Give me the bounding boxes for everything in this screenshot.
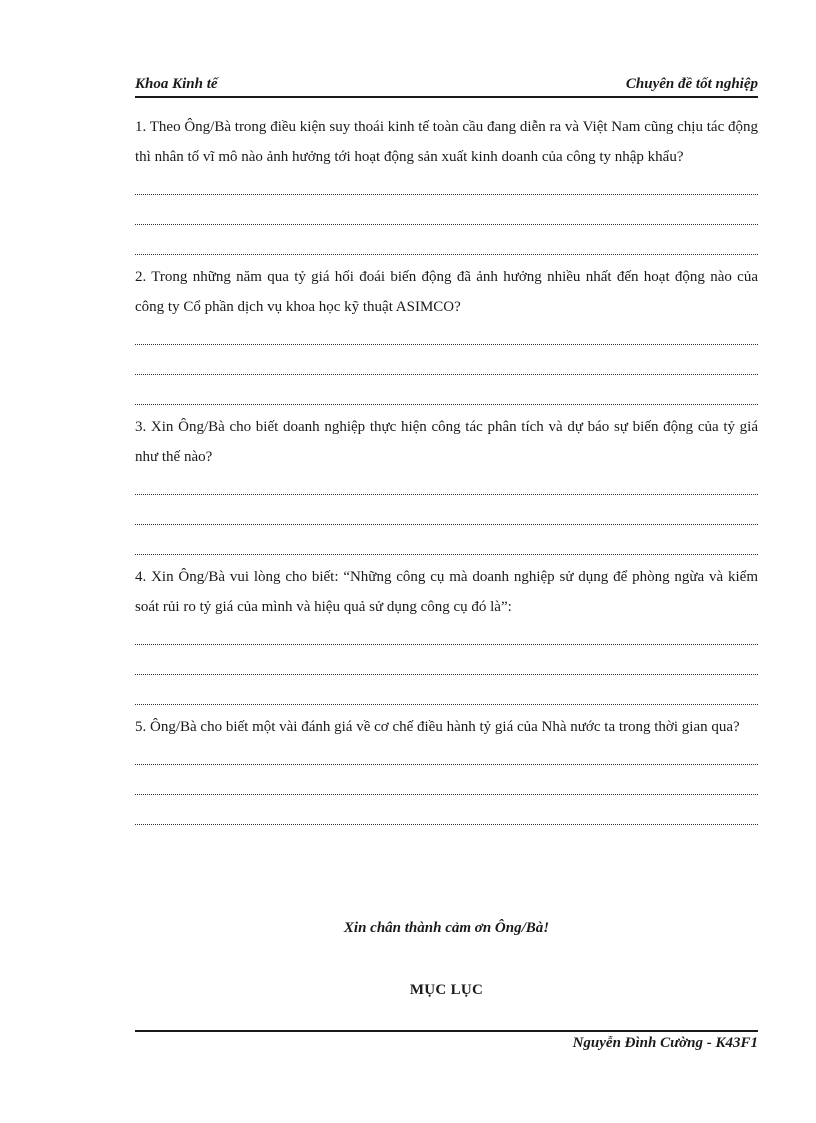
questionnaire [135,112,758,832]
answer-line[interactable] [135,352,758,382]
closing-thanks: Xin chân thành cảm ơn Ông/Bà! [343,920,550,936]
answer-line[interactable] [135,502,758,532]
question-text: 2. Trong những năm qua tỷ giá hối đoái biến động đã ảnh hưởng nhiều nhất đến hoạt động nào của công ty Cổ phần dịch vụ khoa học kỹ thuật ASIMCO? [135,269,758,315]
answer-line[interactable] [135,772,758,802]
toc-title: MỤC LỤC [409,982,484,998]
question-3 [135,412,758,562]
answer-line[interactable] [135,202,758,232]
question-2 [135,262,758,412]
question-text: 3. Xin Ông/Bà cho biết doanh nghiệp thực hiện công tác phân tích và dự báo sự biến động của tỷ giá như thế nào? [135,419,758,465]
answer-line[interactable] [135,622,758,652]
answer-line[interactable] [135,802,758,832]
answer-line[interactable] [135,532,758,562]
answer-line[interactable] [135,322,758,352]
answer-line[interactable] [135,232,758,262]
question-5 [135,712,758,832]
answer-line[interactable] [135,172,758,202]
question-1 [135,112,758,262]
answer-line[interactable] [135,472,758,502]
answer-line[interactable] [135,682,758,712]
header-faculty: Khoa Kinh tế [135,76,218,92]
page-footer-author: Nguyễn Đình Cường - K43F1 [135,1030,758,1052]
answer-line[interactable] [135,382,758,412]
question-text: 1. Theo Ông/Bà trong điều kiện suy thoái kinh tế toàn cầu đang diễn ra và Việt Nam cũng chịu tác động thì nhân tố vĩ mô nào ảnh hưởng tới hoạt động sản xuất kinh doanh của công ty nhập khẩu? [135,119,758,165]
header-doc-type: Chuyên đề tốt nghiệp [625,76,758,92]
question-4 [135,562,758,712]
answer-line[interactable] [135,742,758,772]
question-text: 5. Ông/Bà cho biết một vài đánh giá về cơ chế điều hành tỷ giá của Nhà nước ta trong thời gian qua? [135,719,740,735]
answer-line[interactable] [135,652,758,682]
question-text: 4. Xin Ông/Bà vui lòng cho biết: “Những công cụ mà doanh nghiệp sử dụng để phòng ngừa và kiểm soát rủi ro tỷ giá của mình và hiệu quả sử dụng công cụ đó là”: [135,569,758,615]
page-header [135,74,758,98]
